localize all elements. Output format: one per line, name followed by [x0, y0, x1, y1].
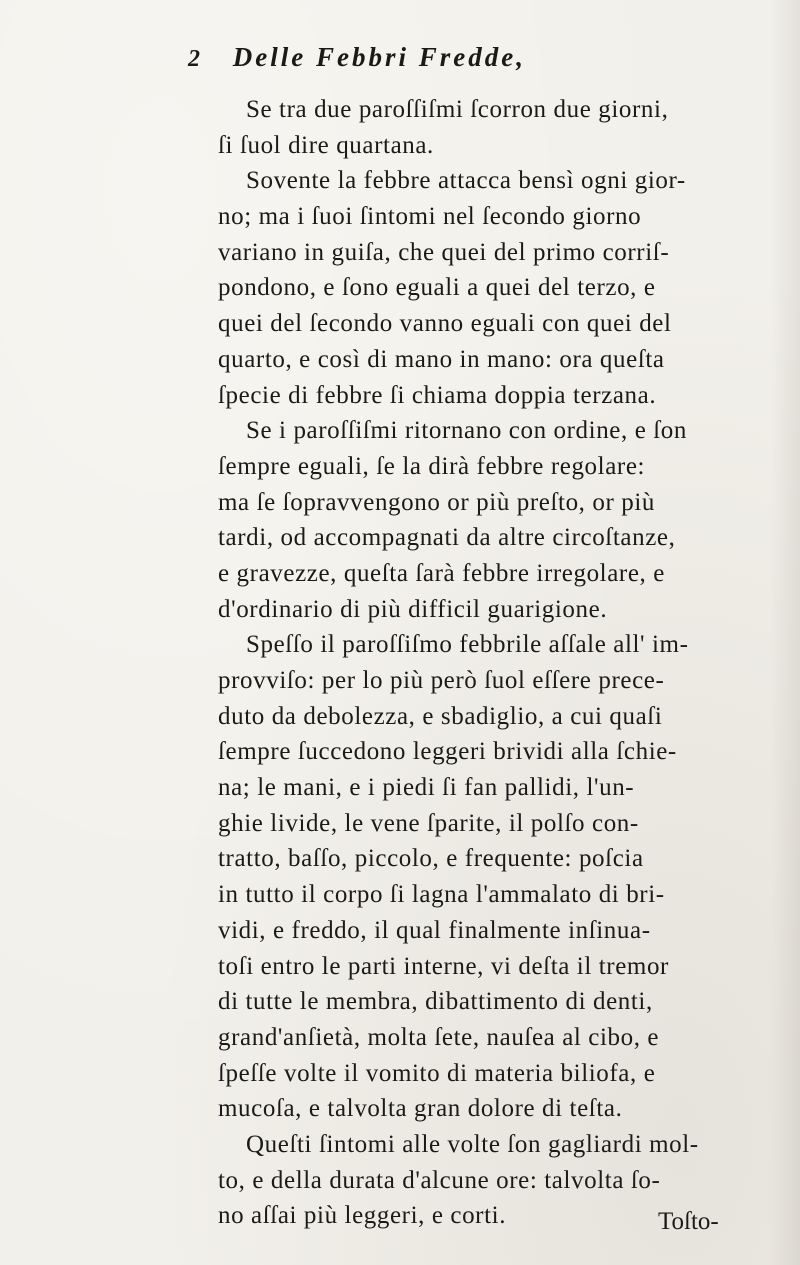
running-title: Delle Febbri Fredde,	[232, 42, 526, 72]
text-line: tratto, baſſo, piccolo, e frequente: poſcia	[218, 845, 644, 873]
text-line: ma ſe ſopravvengono or più preſto, or più	[218, 488, 656, 516]
text-line: provviſo: per lo più però ſuol eſſere prece-	[218, 667, 665, 694]
text-line: duto da debolezza, e sbadiglio, a cui quaſi	[218, 702, 663, 730]
page-number: 2	[188, 46, 203, 72]
text-line: pondono, e ſono eguali a quei del terzo, e	[218, 274, 656, 302]
text-line: ſempre ſuccedono leggeri brividi alla ſchie-	[218, 738, 677, 766]
text-line: Queſti ſintomi alle volte ſon gagliardi mol-	[246, 1130, 699, 1158]
text-line: mucoſa, e talvolta gran dolore di teſta.	[218, 1095, 623, 1123]
text-line: Sovente la febbre attacca bensì ogni gior-	[246, 167, 686, 195]
page-edge-shadow	[770, 0, 800, 1265]
text-line: Se i paroſſiſmi ritornano con ordine, e ſon	[246, 417, 687, 445]
text-line: ghie livide, le vene ſparite, il polſo con-	[218, 809, 639, 837]
text-line: e gravezze, queſta ſarà febbre irregolare, e	[218, 559, 665, 587]
text-line: quei del ſecondo vanno eguali con quei del	[218, 310, 672, 338]
text-line: na; le mani, e i piedi ſi fan pallidi, l'un-	[218, 774, 635, 802]
text-line: grand'anſietà, molta ſete, nauſea al cibo, e	[218, 1023, 660, 1051]
running-header	[188, 42, 708, 73]
text-line: no; ma i ſuoi ſintomi nel ſecondo giorno	[218, 203, 642, 231]
text-line: d'ordinario di più difficil guarigione.	[218, 595, 608, 623]
text-line: quarto, e così di mano in mano: ora queſta	[218, 345, 665, 373]
text-line: tardi, od accompagnati da altre circoſtanze,	[218, 524, 676, 552]
text-line: to, e della durata d'alcune ore: talvolta ſo-	[218, 1166, 661, 1194]
text-line: Se tra due paroſſiſmi ſcorron due giorni,	[246, 96, 669, 123]
text-line: ſpecie di febbre ſi chiama doppia terzana.	[218, 381, 657, 409]
text-line: ſi ſuol dire quartana.	[218, 131, 434, 159]
text-line: vidi, e freddo, il qual finalmente inſinua-	[218, 916, 651, 944]
text-line: no aſſai più leggeri, e corti.	[218, 1202, 507, 1230]
text-line: di tutte le membra, dibattimento di denti,	[218, 988, 653, 1016]
text-line: toſi entro le parti interne, vi deſta il tremor	[218, 952, 669, 980]
catchword: Toſto-	[658, 1208, 719, 1235]
text-line: variano in guiſa, che quei del primo corriſ-	[218, 238, 670, 266]
text-line: in tutto il corpo ſi lagna l'ammalato di bri-	[218, 881, 665, 909]
text-line: ſempre eguali, ſe la dirà febbre regolare:	[218, 452, 646, 480]
body-text	[218, 92, 738, 1234]
text-line: Speſſo il paroſſiſmo febbrile aſſale all' im-	[246, 631, 689, 659]
text-line: ſpeſſe volte il vomito di materia biliofa, e	[218, 1059, 656, 1087]
